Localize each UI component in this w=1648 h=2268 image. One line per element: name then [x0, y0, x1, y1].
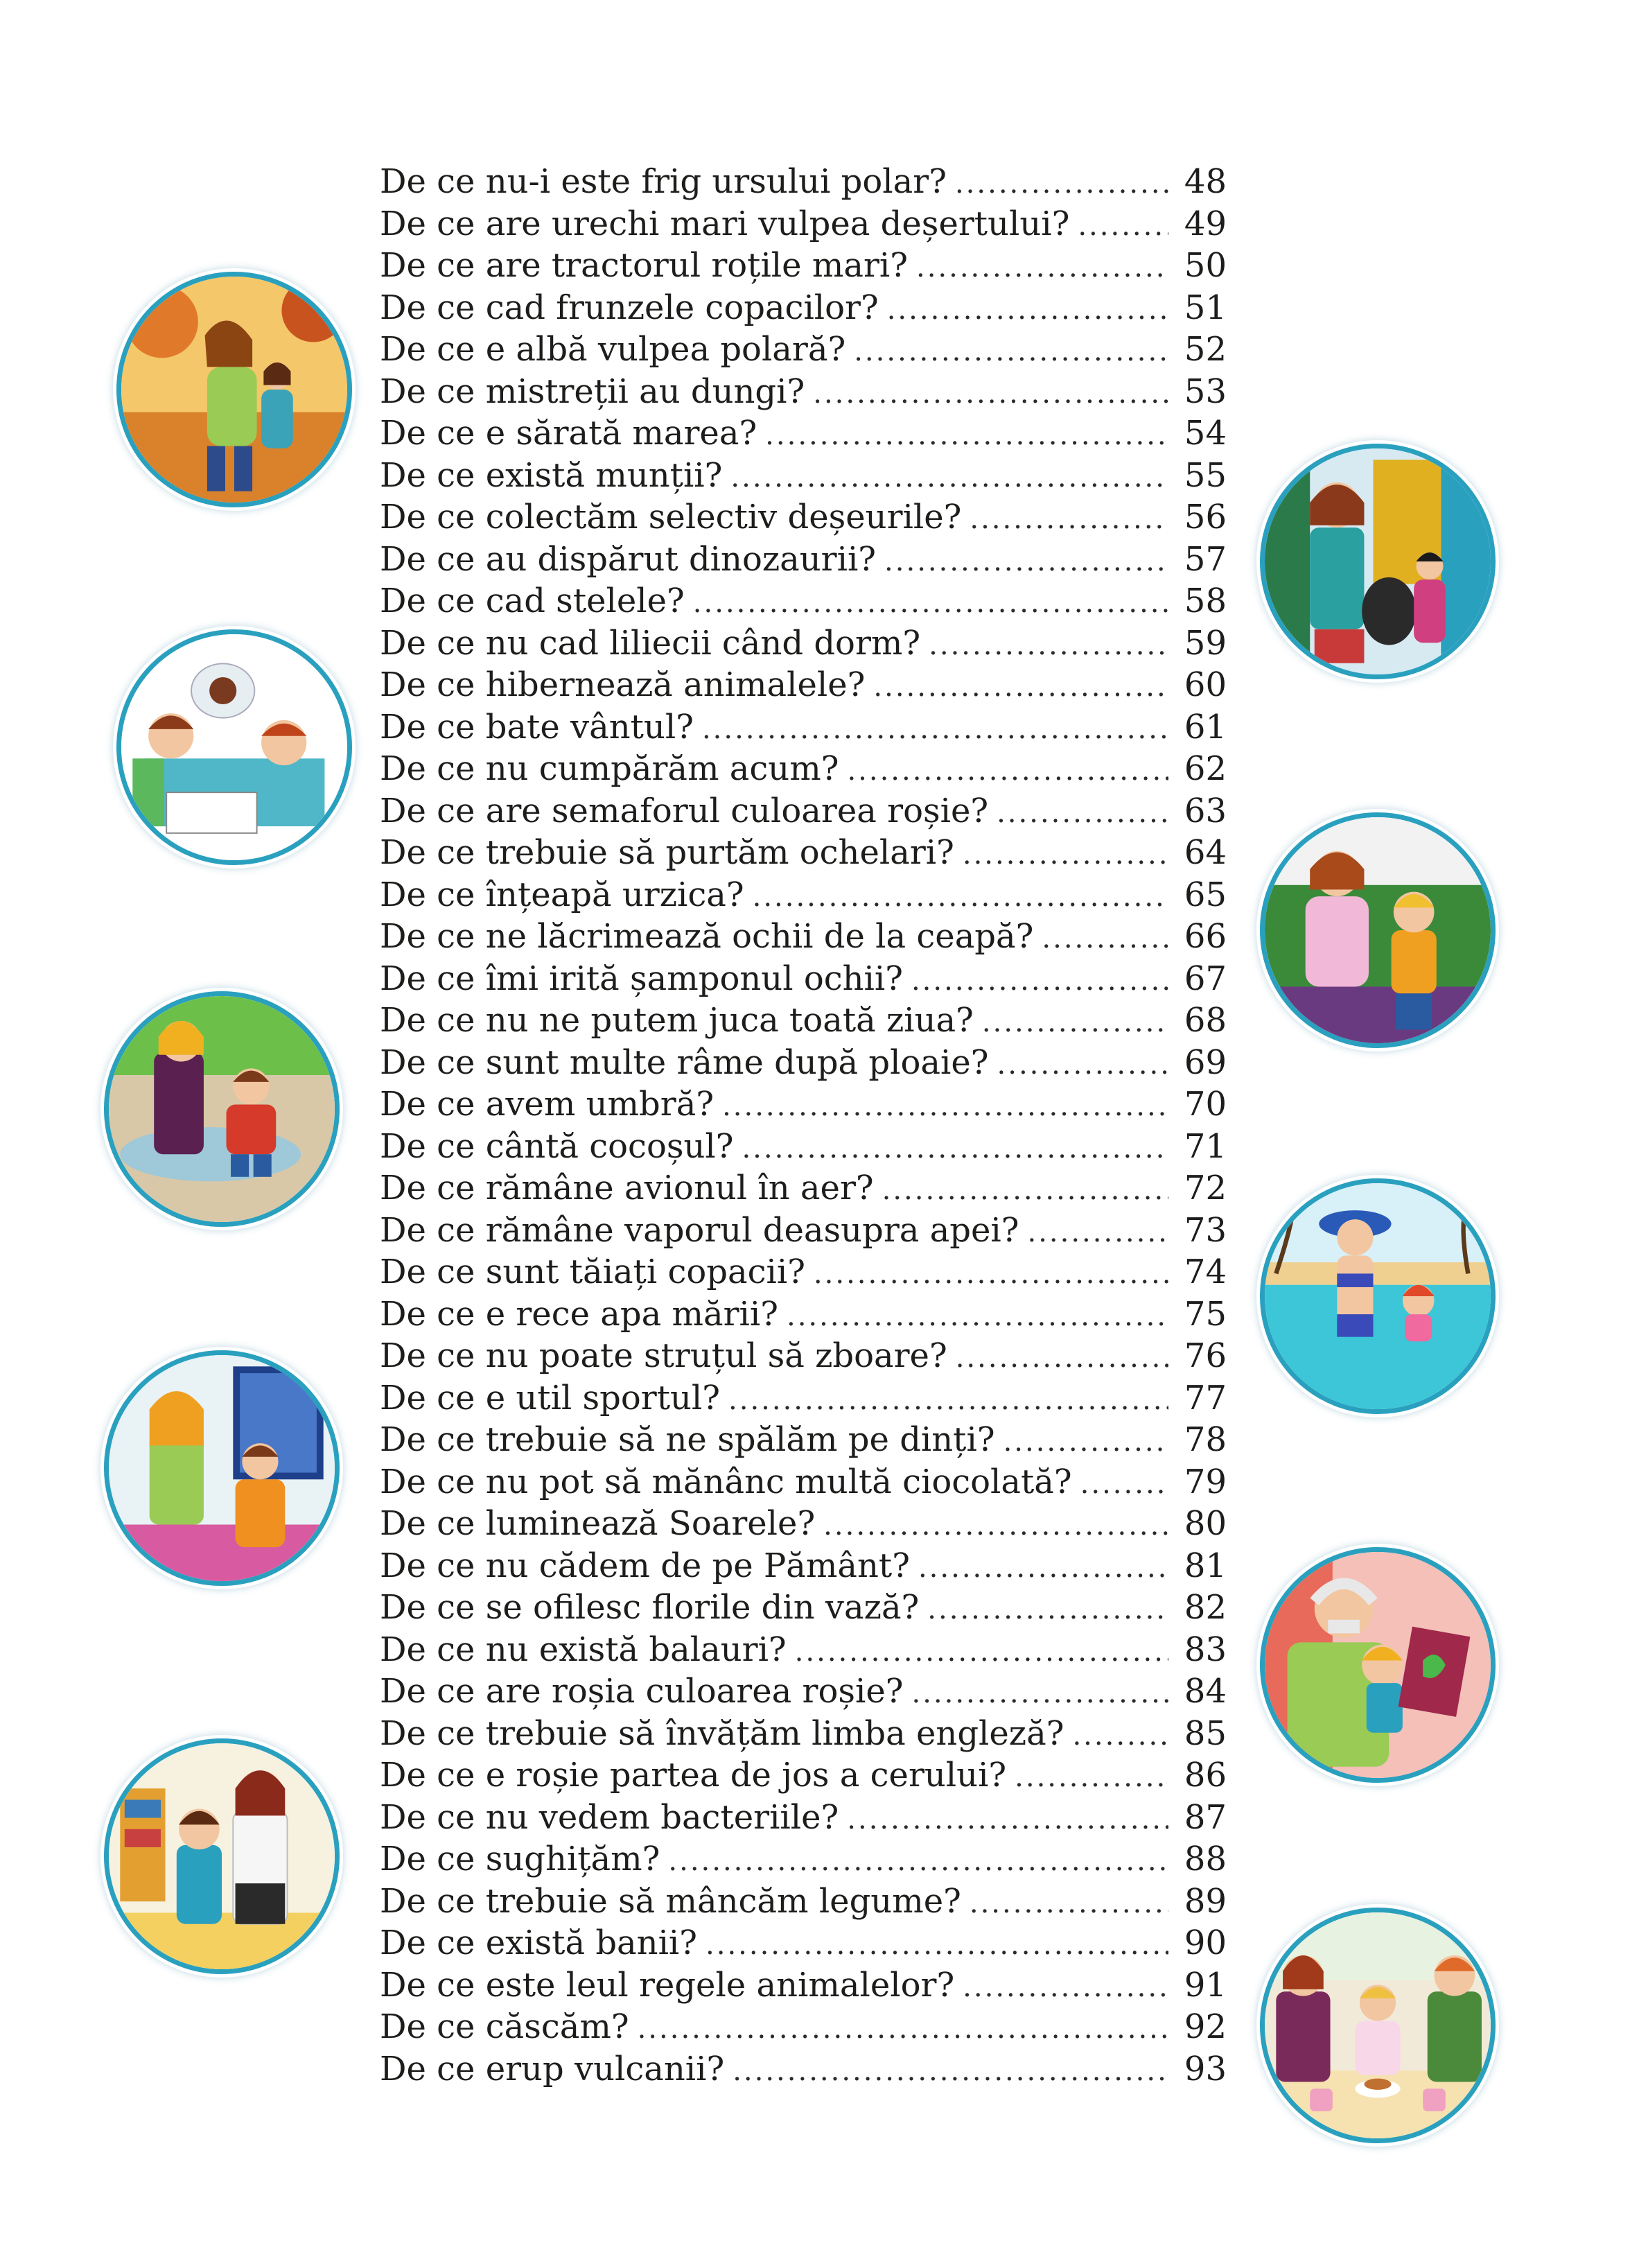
toc-entry-title: De ce luminează Soarele? — [380, 1504, 816, 1543]
toc-entry-title: De ce trebuie să învățăm limba engleză? — [380, 1713, 1064, 1753]
toc-entry-title: De ce e sărată marea? — [380, 414, 757, 453]
toc-dot-leader — [982, 1002, 1168, 1044]
toc-entry-title: De ce îmi irită șamponul ochii? — [380, 959, 903, 998]
toc-entry — [380, 1000, 1227, 1042]
toc-entry-title: De ce nu există balauri? — [380, 1630, 787, 1669]
toc-entry — [380, 1713, 1227, 1755]
toc-entry — [380, 916, 1227, 958]
toc-entry-title: De ce e util sportul? — [380, 1378, 721, 1418]
toc-entry-page-number: 81 — [1184, 1546, 1227, 1585]
toc-entry-page-number: 63 — [1184, 791, 1227, 830]
toc-dot-leader — [997, 792, 1168, 835]
toc-entry-page-number: 64 — [1184, 833, 1227, 872]
toc-entry-title: De ce nu cad liliecii când dorm? — [380, 623, 921, 663]
toc-entry-page-number: 92 — [1184, 2007, 1227, 2046]
toc-entry-page-number: 61 — [1184, 707, 1227, 747]
toc-dot-leader — [728, 1379, 1168, 1422]
toc-entry-title: De ce au dispărut dinozaurii? — [380, 539, 877, 579]
toc-entry-page-number: 90 — [1184, 1924, 1227, 1962]
toc-dot-leader — [963, 1966, 1168, 2009]
toc-entry-title: De ce are urechi mari vulpea deșertului? — [380, 204, 1070, 243]
toc-entry — [380, 1754, 1227, 1797]
toc-dot-leader — [742, 1128, 1168, 1170]
toc-entry-page-number: 65 — [1184, 875, 1227, 914]
toc-entry — [380, 1671, 1227, 1713]
toc-dot-leader — [970, 1883, 1168, 1925]
toc-dot-leader — [638, 2008, 1168, 2050]
toc-entry — [380, 1335, 1227, 1377]
toc-entry-title: De ce are tractorul roțile mari? — [380, 246, 908, 285]
toc-entry — [380, 622, 1227, 665]
toc-entry-page-number: 62 — [1184, 749, 1227, 788]
toc-entry-title: De ce mistreții au dungi? — [380, 372, 805, 411]
toc-entry-page-number: 57 — [1184, 539, 1227, 579]
toc-entry-title: De ce hibernează animalele? — [380, 665, 866, 704]
toc-entry — [380, 706, 1227, 749]
toc-entry-title: De ce colectăm selectiv deșeurile? — [380, 498, 962, 537]
toc-entry-page-number: 54 — [1184, 414, 1227, 453]
toc-entry — [380, 1210, 1227, 1252]
toc-entry — [380, 958, 1227, 1000]
toc-entry-title: De ce are semaforul culoarea roșie? — [380, 791, 989, 830]
toc-entry-title: De ce este leul regele animalelor? — [380, 1965, 955, 2005]
toc-entry — [380, 203, 1227, 245]
toc-dot-leader — [733, 2050, 1168, 2093]
toc-entry — [380, 1126, 1227, 1168]
toc-entry — [380, 1545, 1227, 1587]
toc-entry — [380, 1629, 1227, 1671]
toc-entry-page-number: 55 — [1184, 455, 1227, 495]
toc-entry-page-number: 67 — [1184, 959, 1227, 998]
toc-entry-page-number: 74 — [1184, 1253, 1227, 1291]
toc-entry — [380, 496, 1227, 539]
toc-entry — [380, 1377, 1227, 1420]
toc-dot-leader — [1042, 918, 1168, 960]
illustration-autumn-leaves — [116, 272, 352, 507]
toc-dot-leader — [1027, 1212, 1168, 1254]
toc-dot-leader — [1003, 1421, 1168, 1463]
toc-entry — [380, 1167, 1227, 1210]
toc-entry — [380, 1587, 1227, 1629]
toc-entry — [380, 580, 1227, 622]
toc-entry-title: De ce cad stelele? — [380, 582, 685, 620]
toc-entry — [380, 748, 1227, 790]
toc-dot-leader — [927, 1589, 1168, 1631]
toc-entry-title: De ce are roșia culoarea roșie? — [380, 1672, 904, 1711]
toc-entry-title: De ce nu poate struțul să zboare? — [380, 1336, 947, 1375]
illustration-puddle — [104, 991, 340, 1227]
toc-dot-leader — [787, 1296, 1168, 1338]
toc-entry — [380, 1922, 1227, 1964]
toc-entry-page-number: 75 — [1184, 1294, 1227, 1334]
toc-dot-leader — [963, 834, 1168, 876]
toc-dot-leader — [753, 876, 1168, 918]
toc-entry-title: De ce nu ne putem juca toată ziua? — [380, 1001, 974, 1040]
toc-entry-title: De ce avem umbră? — [380, 1085, 715, 1124]
toc-dot-leader — [854, 331, 1168, 373]
toc-entry — [380, 1293, 1227, 1336]
toc-entry-page-number: 82 — [1184, 1588, 1227, 1627]
toc-entry-title: De ce se ofilesc florile din vază? — [380, 1588, 920, 1627]
toc-dot-leader — [911, 960, 1168, 1002]
toc-entry — [380, 412, 1227, 455]
illustration-garden-nettle — [1260, 812, 1496, 1048]
toc-dot-leader — [916, 247, 1168, 289]
toc-entry — [380, 1503, 1227, 1545]
toc-entry-page-number: 58 — [1184, 582, 1227, 620]
toc-entry — [380, 539, 1227, 581]
toc-entry-title: De ce nu cumpărăm acum? — [380, 749, 839, 788]
toc-entry-title: De ce e albă vulpea polară? — [380, 330, 846, 369]
toc-entry-page-number: 52 — [1184, 330, 1227, 369]
toc-entry-title: De ce nu-i este frig ursului polar? — [380, 162, 947, 201]
toc-entry — [380, 371, 1227, 413]
toc-entry-page-number: 83 — [1184, 1630, 1227, 1669]
toc-entry-page-number: 56 — [1184, 498, 1227, 537]
toc-entry-title: De ce e roșie partea de jos a cerului? — [380, 1756, 1007, 1795]
toc-dot-leader — [847, 750, 1168, 792]
toc-entry-title: De ce sunt tăiați copacii? — [380, 1253, 805, 1291]
toc-entry — [380, 1042, 1227, 1084]
toc-dot-leader — [1072, 1715, 1168, 1757]
toc-entry-page-number: 68 — [1184, 1001, 1227, 1040]
toc-entry-title: De ce există munții? — [380, 455, 723, 495]
toc-entry-page-number: 88 — [1184, 1840, 1227, 1878]
toc-entry — [380, 1964, 1227, 2007]
toc-entry — [380, 245, 1227, 287]
toc-entry-title: De ce sughițăm? — [380, 1840, 660, 1878]
illustration-daydreaming — [116, 629, 352, 865]
toc-entry — [380, 2006, 1227, 2048]
toc-dot-leader — [911, 1673, 1168, 1715]
toc-entry — [380, 455, 1227, 497]
toc-entry-page-number: 89 — [1184, 1881, 1227, 1921]
toc-entry-title: De ce există banii? — [380, 1924, 698, 1962]
toc-entry-page-number: 49 — [1184, 204, 1227, 243]
toc-dot-leader — [970, 498, 1168, 541]
toc-entry — [380, 1838, 1227, 1881]
toc-entry-page-number: 70 — [1184, 1085, 1227, 1124]
toc-entry-page-number: 80 — [1184, 1504, 1227, 1543]
toc-entry — [380, 790, 1227, 832]
toc-dot-leader — [702, 708, 1168, 751]
toc-entry-page-number: 66 — [1184, 917, 1227, 956]
toc-dot-leader — [1015, 1756, 1168, 1799]
toc-dot-leader — [1078, 205, 1168, 247]
toc-entry — [380, 664, 1227, 706]
toc-dot-leader — [887, 289, 1168, 331]
toc-dot-leader — [873, 666, 1168, 708]
illustration-grandpa-reading — [1260, 1547, 1496, 1783]
illustration-family-breakfast — [1260, 1908, 1496, 2143]
toc-dot-leader — [668, 1840, 1168, 1883]
toc-entry-title: De ce trebuie să mâncăm legume? — [380, 1881, 961, 1921]
toc-entry-title: De ce căscăm? — [380, 2007, 629, 2046]
toc-entry-title: De ce trebuie să ne spălăm pe dinți? — [380, 1420, 995, 1459]
toc-dot-leader — [1080, 1463, 1168, 1506]
toc-entry-title: De ce cad frunzele copacilor? — [380, 288, 879, 327]
toc-entry-page-number: 93 — [1184, 2049, 1227, 2088]
toc-entry-title: De ce nu pot să mănânc multă ciocolată? — [380, 1462, 1072, 1501]
toc-entry-title: De ce bate vântul? — [380, 707, 694, 747]
toc-dot-leader — [956, 1337, 1168, 1379]
toc-entry-page-number: 60 — [1184, 665, 1227, 704]
toc-entry — [380, 832, 1227, 874]
toc-dot-leader — [693, 582, 1168, 625]
toc-entry-title: De ce nu cădem de pe Pământ? — [380, 1546, 910, 1585]
toc-entry-page-number: 87 — [1184, 1797, 1227, 1837]
toc-entry-title: De ce ne lăcrimează ochii de la ceapă? — [380, 917, 1034, 956]
toc-dot-leader — [918, 1547, 1168, 1589]
toc-entry-title: De ce nu vedem bacteriile? — [380, 1797, 839, 1837]
toc-dot-leader — [997, 1044, 1168, 1086]
toc-entry — [380, 1083, 1227, 1126]
toc-entry — [380, 1419, 1227, 1461]
toc-entry-title: De ce rămâne vaporul deasupra apei? — [380, 1210, 1019, 1250]
toc-entry-title: De ce erup vulcanii? — [380, 2049, 725, 2088]
table-of-contents — [380, 161, 1227, 2090]
illustration-recycling — [1260, 444, 1496, 679]
toc-entry-page-number: 91 — [1184, 1965, 1227, 2005]
toc-entry-page-number: 73 — [1184, 1210, 1227, 1250]
toc-dot-leader — [814, 1253, 1168, 1296]
toc-entry — [380, 1797, 1227, 1839]
toc-entry-page-number: 77 — [1184, 1378, 1227, 1418]
toc-entry-page-number: 59 — [1184, 623, 1227, 663]
toc-entry — [380, 1461, 1227, 1503]
toc-entry-page-number: 84 — [1184, 1672, 1227, 1711]
toc-dot-leader — [955, 163, 1168, 205]
toc-entry-page-number: 86 — [1184, 1756, 1227, 1795]
toc-dot-leader — [823, 1505, 1168, 1547]
toc-entry-title: De ce e rece apa mării? — [380, 1294, 778, 1334]
toc-entry-page-number: 76 — [1184, 1336, 1227, 1375]
illustration-kitchen-snack — [104, 1738, 340, 1974]
toc-entry-title: De ce cântă cocoșul? — [380, 1126, 734, 1166]
toc-entry-page-number: 48 — [1184, 162, 1227, 201]
toc-dot-leader — [929, 625, 1168, 667]
toc-entry — [380, 161, 1227, 203]
toc-entry — [380, 287, 1227, 329]
illustration-washing-up — [104, 1350, 340, 1586]
toc-dot-leader — [795, 1631, 1168, 1673]
toc-entry-page-number: 79 — [1184, 1462, 1227, 1501]
toc-entry-page-number: 78 — [1184, 1420, 1227, 1459]
toc-dot-leader — [722, 1085, 1168, 1128]
toc-entry — [380, 874, 1227, 916]
toc-entry-page-number: 72 — [1184, 1169, 1227, 1207]
illustration-beach-swimming — [1260, 1178, 1496, 1414]
toc-dot-leader — [705, 1924, 1168, 1966]
toc-dot-leader — [884, 541, 1168, 583]
toc-dot-leader — [813, 373, 1168, 415]
toc-entry-page-number: 69 — [1184, 1043, 1227, 1082]
toc-dot-leader — [882, 1169, 1168, 1212]
toc-entry-page-number: 51 — [1184, 288, 1227, 327]
toc-dot-leader — [730, 457, 1168, 499]
toc-entry — [380, 1881, 1227, 1923]
toc-entry-title: De ce sunt multe râme după ploaie? — [380, 1043, 989, 1082]
toc-entry-page-number: 85 — [1184, 1713, 1227, 1753]
toc-entry-page-number: 50 — [1184, 246, 1227, 285]
toc-entry-title: De ce trebuie să purtăm ochelari? — [380, 833, 954, 872]
toc-entry — [380, 1251, 1227, 1293]
toc-entry — [380, 2048, 1227, 2091]
toc-entry — [380, 329, 1227, 371]
toc-entry-title: De ce rămâne avionul în aer? — [380, 1169, 874, 1207]
toc-entry-page-number: 53 — [1184, 372, 1227, 411]
toc-dot-leader — [847, 1799, 1168, 1841]
toc-dot-leader — [765, 415, 1168, 457]
toc-entry-title: De ce înțeapă urzica? — [380, 875, 744, 914]
toc-entry-page-number: 71 — [1184, 1126, 1227, 1166]
